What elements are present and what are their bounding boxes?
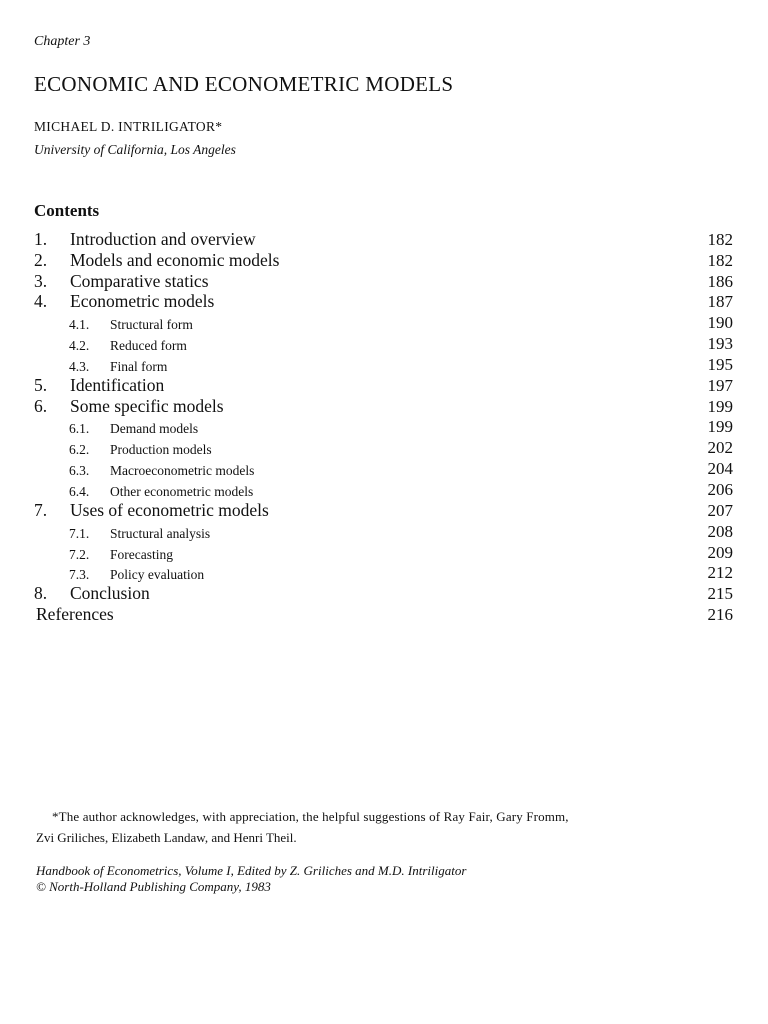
toc-entry-page: 186 (707, 271, 733, 291)
toc-entry (34, 418, 734, 439)
toc-entry-title: Other econometric models (110, 483, 254, 499)
toc-entry-page: 182 (707, 250, 733, 270)
toc-entry-title: Production models (110, 442, 212, 458)
toc-entry-title: Econometric models (70, 291, 215, 312)
author-affiliation: University of California, Los Angeles (34, 142, 236, 157)
toc-entry-number: 6.1. (69, 421, 90, 437)
toc-entry (34, 397, 734, 418)
toc-entry-number: 4. (34, 291, 48, 312)
toc-entry-page: 197 (707, 375, 733, 395)
toc-entry-page: 199 (707, 417, 733, 437)
toc-entry-page: 182 (707, 229, 733, 249)
toc-entry (34, 272, 734, 293)
toc-entry-number: 6. (34, 395, 48, 416)
toc-entry-number: 2. (34, 249, 48, 270)
toc-entry-title: Forecasting (110, 546, 173, 562)
toc-entry-page: 190 (707, 313, 733, 333)
toc-entry-page: 204 (707, 459, 733, 479)
toc-entry-number: 4.3. (69, 358, 90, 374)
toc-entry-title: Models and economic models (70, 249, 280, 270)
toc-entry-number: 4.2. (69, 338, 90, 354)
toc-entry-number: 7.1. (69, 525, 90, 541)
toc-entry-page: 199 (707, 396, 733, 416)
chapter-title: ECONOMIC AND ECONOMETRIC MODELS (34, 72, 454, 96)
footnote (36, 806, 736, 848)
toc-entry-page: 202 (707, 438, 733, 458)
toc-entry-number: 7. (34, 499, 48, 520)
toc-entry (34, 459, 734, 480)
toc-entry (34, 355, 734, 376)
publication-info (36, 863, 466, 895)
toc-entry-title: Final form (110, 358, 168, 374)
toc-entry (34, 605, 734, 626)
toc-entry (34, 313, 734, 334)
toc-entry-page: 193 (707, 334, 733, 354)
toc-entry-page: 206 (707, 479, 733, 499)
toc-entry-page: 216 (707, 605, 733, 625)
chapter-label: Chapter 3 (34, 34, 91, 49)
toc-entry-title: Demand models (110, 421, 199, 437)
toc-entry-title: Identification (70, 374, 165, 395)
toc-entry-page: 207 (707, 500, 733, 520)
toc-entry (34, 376, 734, 397)
publication-copyright: © North-Holland Publishing Company, 1983 (36, 879, 271, 894)
toc-entry (34, 438, 734, 459)
toc-entry-title: Structural form (110, 317, 193, 333)
toc-entry-title: Macroeconometric models (110, 463, 255, 479)
toc-entry-title: Conclusion (70, 583, 150, 604)
footnote-line: *The author acknowledges, with appreciation, the helpful suggestions of Ray Fair, Gary Fromm, (52, 809, 569, 824)
toc-entry (34, 334, 734, 355)
toc-entry-title: References (36, 604, 114, 625)
footnote-line: Zvi Griliches, Elizabeth Landaw, and Henri Theil. (36, 830, 297, 845)
toc-entry-number: 4.1. (69, 317, 90, 333)
toc-entry-title: Reduced form (110, 338, 187, 354)
toc-entry-number: 6.4. (69, 483, 90, 499)
toc-entry-number: 7.3. (69, 567, 90, 583)
toc-entry-page: 187 (707, 292, 733, 312)
table-of-contents (34, 230, 734, 626)
toc-entry-page: 212 (707, 563, 733, 583)
contents-heading: Contents (34, 201, 100, 220)
toc-entry (34, 584, 734, 605)
toc-entry-title: Uses of econometric models (70, 499, 269, 520)
toc-entry-title: Some specific models (70, 395, 224, 416)
toc-entry-title: Structural analysis (110, 525, 211, 541)
publication-source: Handbook of Econometrics, Volume I, Edited by Z. Griliches and M.D. Intriligator (36, 863, 467, 878)
toc-entry (34, 501, 734, 522)
toc-entry-page: 208 (707, 521, 733, 541)
toc-entry-number: 5. (34, 374, 48, 395)
toc-entry-number: 6.2. (69, 442, 90, 458)
author-name: MICHAEL D. INTRILIGATOR* (34, 119, 223, 134)
toc-entry-title: Comparative statics (70, 270, 209, 291)
toc-entry (34, 251, 734, 272)
toc-entry (34, 543, 734, 564)
toc-entry (34, 564, 734, 585)
toc-entry-page: 215 (707, 584, 733, 604)
toc-entry-number: 7.2. (69, 546, 90, 562)
toc-entry-page: 209 (707, 542, 733, 562)
toc-entry (34, 522, 734, 543)
toc-entry-title: Introduction and overview (70, 228, 256, 249)
toc-entry-page: 195 (707, 354, 733, 374)
toc-entry-number: 8. (34, 583, 48, 604)
toc-entry (34, 480, 734, 501)
toc-entry-title: Policy evaluation (110, 567, 205, 583)
toc-entry (34, 230, 734, 251)
toc-entry-number: 1. (34, 228, 48, 249)
toc-entry-number: 6.3. (69, 463, 90, 479)
toc-entry-number: 3. (34, 270, 48, 291)
toc-entry (34, 293, 734, 314)
